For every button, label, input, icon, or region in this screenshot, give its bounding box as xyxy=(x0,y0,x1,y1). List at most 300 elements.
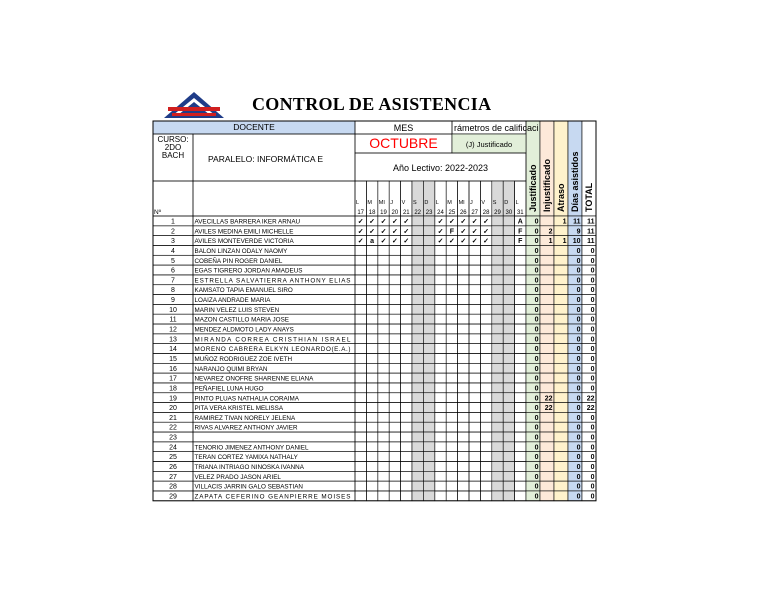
summary-cell xyxy=(554,481,568,491)
attendance-cell xyxy=(389,422,400,432)
attendance-cell xyxy=(503,295,514,305)
attendance-cell xyxy=(412,432,423,442)
attendance-cell xyxy=(412,275,423,285)
attendance-cell xyxy=(446,304,457,314)
attendance-cell xyxy=(435,275,446,285)
attendance-cell xyxy=(435,491,446,501)
attendance-cell xyxy=(366,393,377,403)
attendance-cell xyxy=(503,393,514,403)
summary-value: 0 xyxy=(534,493,539,501)
attendance-cell xyxy=(378,265,389,275)
attendance-cell xyxy=(458,334,469,344)
attendance-cell xyxy=(401,344,412,354)
attendance-cell xyxy=(355,403,366,413)
summary-cell xyxy=(540,353,554,363)
summary-value: 2 xyxy=(548,228,553,236)
attendance-cell xyxy=(503,471,514,481)
attendance-cell xyxy=(503,353,514,363)
row-number: 15 xyxy=(169,355,177,363)
attendance-cell xyxy=(412,226,423,236)
attendance-cell xyxy=(378,471,389,481)
attendance-mark: ✓ xyxy=(369,218,376,226)
attendance-cell xyxy=(446,245,457,255)
summary-value: 0 xyxy=(590,297,595,305)
attendance-mark: F xyxy=(518,228,523,236)
attendance-cell xyxy=(458,265,469,275)
summary-cell xyxy=(540,452,554,462)
attendance-cell xyxy=(480,295,491,305)
day-number-label: 18 xyxy=(368,210,376,216)
attendance-cell xyxy=(355,324,366,334)
row-number: 13 xyxy=(169,336,177,344)
attendance-cell xyxy=(412,334,423,344)
attendance-cell xyxy=(435,481,446,491)
attendance-cell xyxy=(366,422,377,432)
day-number-label: 21 xyxy=(402,210,410,216)
summary-value: 0 xyxy=(576,405,581,413)
attendance-cell xyxy=(412,353,423,363)
summary-value: 22 xyxy=(544,395,553,403)
attendance-cell xyxy=(469,314,480,324)
attendance-cell xyxy=(366,452,377,462)
attendance-cell xyxy=(435,295,446,305)
summary-header-2: Atraso xyxy=(556,183,566,212)
attendance-cell xyxy=(503,442,514,452)
attendance-cell xyxy=(435,363,446,373)
summary-cell xyxy=(554,226,568,236)
attendance-cell xyxy=(378,324,389,334)
student-name: EGAS TIGRERO JORDAN AMADEUS xyxy=(194,267,303,275)
curso-label: 2DO xyxy=(164,143,182,152)
attendance-cell xyxy=(401,334,412,344)
summary-value: 0 xyxy=(590,257,595,265)
attendance-cell xyxy=(423,383,434,393)
summary-cell xyxy=(540,216,554,226)
name-header-cell xyxy=(193,181,355,216)
attendance-cell xyxy=(469,393,480,403)
attendance-cell xyxy=(515,334,526,344)
attendance-cell xyxy=(480,285,491,295)
attendance-cell xyxy=(423,226,434,236)
attendance-cell xyxy=(435,412,446,422)
attendance-cell xyxy=(480,344,491,354)
attendance-cell xyxy=(366,432,377,442)
attendance-cell xyxy=(446,314,457,324)
attendance-cell xyxy=(469,245,480,255)
attendance-cell xyxy=(469,403,480,413)
attendance-cell xyxy=(458,383,469,393)
attendance-mark: ✓ xyxy=(391,238,398,246)
attendance-cell xyxy=(423,422,434,432)
row-number: 21 xyxy=(169,414,177,422)
attendance-cell xyxy=(435,442,446,452)
attendance-cell xyxy=(389,324,400,334)
attendance-cell xyxy=(412,412,423,422)
attendance-mark: ✓ xyxy=(471,218,478,226)
attendance-cell xyxy=(401,255,412,265)
student-name: RAMIREZ TIVAN NORELY JELENA xyxy=(194,414,296,422)
attendance-cell xyxy=(480,432,491,442)
attendance-cell xyxy=(469,481,480,491)
attendance-cell xyxy=(480,353,491,363)
attendance-cell xyxy=(355,245,366,255)
summary-header-1: Injustificado xyxy=(542,158,552,212)
attendance-cell xyxy=(389,314,400,324)
summary-cell xyxy=(540,363,554,373)
row-number: 1 xyxy=(171,218,175,226)
attendance-mark: ✓ xyxy=(471,238,478,246)
row-number: 16 xyxy=(169,365,177,373)
summary-value: 0 xyxy=(534,247,539,255)
weekday-label: L xyxy=(515,200,519,206)
attendance-cell xyxy=(492,481,503,491)
attendance-cell xyxy=(446,255,457,265)
summary-cell xyxy=(540,334,554,344)
attendance-mark: ✓ xyxy=(483,228,490,236)
summary-value: 0 xyxy=(534,483,539,491)
attendance-cell xyxy=(401,373,412,383)
student-name: PINTO PLUAS NATHALIA CORAIMA xyxy=(194,395,299,403)
attendance-cell xyxy=(401,422,412,432)
row-number: 5 xyxy=(171,257,175,265)
summary-cell xyxy=(540,462,554,472)
attendance-cell xyxy=(469,383,480,393)
attendance-cell xyxy=(515,255,526,265)
attendance-cell xyxy=(366,344,377,354)
attendance-cell xyxy=(435,403,446,413)
summary-value: 0 xyxy=(534,257,539,265)
attendance-cell xyxy=(469,344,480,354)
attendance-cell xyxy=(355,363,366,373)
attendance-mark: ✓ xyxy=(460,218,467,226)
attendance-cell xyxy=(480,481,491,491)
attendance-cell xyxy=(378,255,389,265)
attendance-cell xyxy=(515,393,526,403)
summary-value: 0 xyxy=(576,493,581,501)
attendance-cell xyxy=(469,324,480,334)
attendance-cell xyxy=(503,236,514,246)
summary-value: 0 xyxy=(534,316,539,324)
summary-value: 0 xyxy=(576,444,581,452)
summary-value: 22 xyxy=(586,395,595,403)
attendance-cell xyxy=(435,452,446,462)
attendance-cell xyxy=(366,471,377,481)
summary-value: 0 xyxy=(576,267,581,275)
attendance-cell xyxy=(515,314,526,324)
day-number-label: 23 xyxy=(425,210,433,216)
summary-value: 0 xyxy=(534,326,539,334)
attendance-cell xyxy=(492,462,503,472)
attendance-cell xyxy=(401,393,412,403)
summary-cell xyxy=(554,412,568,422)
attendance-cell xyxy=(401,462,412,472)
attendance-mark: A xyxy=(517,218,523,226)
attendance-cell xyxy=(469,491,480,501)
attendance-cell xyxy=(480,334,491,344)
day-number-label: 25 xyxy=(448,210,456,216)
attendance-cell xyxy=(458,393,469,403)
attendance-cell xyxy=(480,275,491,285)
row-number: 4 xyxy=(171,247,175,255)
attendance-cell xyxy=(492,373,503,383)
attendance-cell xyxy=(446,344,457,354)
attendance-cell xyxy=(366,373,377,383)
attendance-cell xyxy=(401,432,412,442)
attendance-mark: ✓ xyxy=(460,228,467,236)
attendance-cell xyxy=(378,245,389,255)
attendance-cell xyxy=(401,471,412,481)
attendance-cell xyxy=(469,304,480,314)
summary-cell xyxy=(540,442,554,452)
attendance-cell xyxy=(458,481,469,491)
attendance-cell xyxy=(435,304,446,314)
attendance-cell xyxy=(378,491,389,501)
mes-label: MES xyxy=(393,123,414,133)
summary-value: 0 xyxy=(590,414,595,422)
student-name: AVILES MONTEVERDE VICTORIA xyxy=(194,238,294,246)
attendance-cell xyxy=(492,334,503,344)
nro-label: Nº xyxy=(154,209,162,216)
summary-cell xyxy=(554,265,568,275)
row-number: 22 xyxy=(169,424,177,432)
summary-cell xyxy=(554,491,568,501)
attendance-mark: ✓ xyxy=(403,228,410,236)
attendance-cell xyxy=(515,442,526,452)
summary-value: 0 xyxy=(534,346,539,354)
weekday-label: MI xyxy=(458,200,465,206)
attendance-cell xyxy=(423,314,434,324)
attendance-cell xyxy=(492,412,503,422)
attendance-cell xyxy=(492,275,503,285)
attendance-cell xyxy=(423,304,434,314)
attendance-cell xyxy=(515,344,526,354)
summary-value: 0 xyxy=(534,385,539,393)
attendance-mark: ✓ xyxy=(380,218,387,226)
summary-value: 0 xyxy=(590,306,595,314)
summary-cell xyxy=(554,452,568,462)
attendance-cell xyxy=(412,304,423,314)
summary-value: 0 xyxy=(576,464,581,471)
attendance-cell xyxy=(492,353,503,363)
attendance-cell xyxy=(401,314,412,324)
attendance-cell xyxy=(423,236,434,246)
row-number: 6 xyxy=(171,267,175,275)
attendance-cell xyxy=(503,403,514,413)
attendance-cell xyxy=(492,324,503,334)
attendance-cell xyxy=(423,245,434,255)
summary-cell xyxy=(540,314,554,324)
attendance-cell xyxy=(503,255,514,265)
attendance-mark: ✓ xyxy=(357,228,364,236)
attendance-cell xyxy=(366,265,377,275)
summary-value: 0 xyxy=(576,277,581,285)
attendance-cell xyxy=(389,491,400,501)
summary-value: 0 xyxy=(576,287,581,295)
attendance-cell xyxy=(446,265,457,275)
attendance-cell xyxy=(492,314,503,324)
weekday-label: D xyxy=(504,200,509,206)
attendance-cell xyxy=(480,363,491,373)
summary-value: 0 xyxy=(534,228,539,236)
weekday-label: S xyxy=(492,200,497,206)
row-number: 11 xyxy=(169,316,177,324)
day-number-label: 22 xyxy=(414,210,422,216)
attendance-cell xyxy=(355,383,366,393)
attendance-cell xyxy=(355,265,366,275)
summary-value: 0 xyxy=(590,385,595,393)
attendance-cell xyxy=(366,324,377,334)
summary-cell xyxy=(540,324,554,334)
attendance-cell xyxy=(435,353,446,363)
summary-value: 0 xyxy=(534,297,539,305)
attendance-cell xyxy=(389,255,400,265)
attendance-cell xyxy=(423,412,434,422)
attendance-cell xyxy=(469,412,480,422)
attendance-cell xyxy=(503,216,514,226)
attendance-cell xyxy=(515,383,526,393)
summary-value: 10 xyxy=(572,238,581,246)
attendance-cell xyxy=(458,255,469,265)
summary-cell xyxy=(540,432,554,442)
summary-value: 0 xyxy=(576,257,581,265)
day-number-label: 27 xyxy=(471,210,479,216)
summary-value: 0 xyxy=(534,473,539,481)
attendance-cell xyxy=(401,285,412,295)
attendance-cell xyxy=(458,275,469,285)
attendance-cell xyxy=(355,481,366,491)
attendance-mark: ✓ xyxy=(369,228,376,236)
attendance-cell xyxy=(412,422,423,432)
attendance-cell xyxy=(515,275,526,285)
attendance-cell xyxy=(389,471,400,481)
attendance-cell xyxy=(435,265,446,275)
attendance-cell xyxy=(480,383,491,393)
attendance-cell xyxy=(412,442,423,452)
summary-header-0: Justificado xyxy=(528,164,538,212)
day-number-label: 17 xyxy=(357,210,365,216)
attendance-cell xyxy=(366,295,377,305)
summary-value: 0 xyxy=(590,287,595,295)
attendance-cell xyxy=(401,481,412,491)
attendance-cell xyxy=(389,344,400,354)
summary-value: 0 xyxy=(590,336,595,344)
attendance-cell xyxy=(412,471,423,481)
attendance-cell xyxy=(355,491,366,501)
summary-cell xyxy=(540,422,554,432)
summary-cell xyxy=(540,373,554,383)
attendance-cell xyxy=(492,491,503,501)
attendance-cell xyxy=(389,481,400,491)
attendance-cell xyxy=(423,353,434,363)
summary-value: 0 xyxy=(534,454,539,462)
summary-value: 0 xyxy=(576,355,581,363)
attendance-cell xyxy=(446,481,457,491)
attendance-mark: ✓ xyxy=(403,218,410,226)
summary-value: 0 xyxy=(534,375,539,383)
attendance-cell xyxy=(389,432,400,442)
attendance-cell xyxy=(492,295,503,305)
attendance-cell xyxy=(492,403,503,413)
attendance-cell xyxy=(446,383,457,393)
attendance-cell xyxy=(492,255,503,265)
attendance-cell xyxy=(492,442,503,452)
attendance-cell xyxy=(503,314,514,324)
summary-value: 0 xyxy=(534,336,539,344)
attendance-cell xyxy=(446,334,457,344)
attendance-cell xyxy=(355,275,366,285)
attendance-cell xyxy=(480,393,491,403)
attendance-cell xyxy=(412,295,423,305)
attendance-cell xyxy=(378,275,389,285)
attendance-cell xyxy=(355,412,366,422)
day-number-label: 28 xyxy=(482,210,490,216)
attendance-cell xyxy=(401,353,412,363)
attendance-cell xyxy=(515,403,526,413)
attendance-cell xyxy=(401,304,412,314)
summary-value: 11 xyxy=(587,218,595,226)
attendance-cell xyxy=(366,275,377,285)
attendance-cell xyxy=(412,491,423,501)
summary-cell xyxy=(540,295,554,305)
attendance-cell xyxy=(480,314,491,324)
attendance-cell xyxy=(401,324,412,334)
attendance-cell xyxy=(503,481,514,491)
summary-value: 0 xyxy=(590,434,595,442)
student-name: AVILES MEDINA EMILI MICHELLE xyxy=(194,228,294,236)
attendance-mark: ✓ xyxy=(483,218,490,226)
attendance-cell xyxy=(355,471,366,481)
attendance-mark: ✓ xyxy=(437,218,444,226)
attendance-mark: ✓ xyxy=(448,218,455,226)
attendance-cell xyxy=(412,314,423,324)
attendance-cell xyxy=(401,491,412,501)
summary-cell xyxy=(554,353,568,363)
curso-label: CURSO: xyxy=(157,135,189,144)
attendance-cell xyxy=(389,363,400,373)
attendance-cell xyxy=(515,491,526,501)
attendance-cell xyxy=(355,353,366,363)
row-number: 29 xyxy=(169,493,177,501)
attendance-cell xyxy=(469,432,480,442)
student-name: TRIANA INTRIAGO NINOSKA IVANNA xyxy=(194,464,304,471)
attendance-cell xyxy=(480,452,491,462)
attendance-cell xyxy=(503,383,514,393)
attendance-cell xyxy=(458,245,469,255)
summary-value: 0 xyxy=(576,483,581,491)
summary-value: 1 xyxy=(562,218,567,226)
student-name: RIVAS ALVAREZ ANTHONY JAVIER xyxy=(194,424,298,432)
row-number: 8 xyxy=(171,287,175,295)
attendance-cell xyxy=(401,275,412,285)
summary-cell xyxy=(540,491,554,501)
attendance-cell xyxy=(492,245,503,255)
summary-cell xyxy=(554,334,568,344)
summary-value: 0 xyxy=(590,346,595,354)
attendance-cell xyxy=(355,462,366,472)
summary-value: 0 xyxy=(576,316,581,324)
row-number: 7 xyxy=(171,277,175,285)
anio-label: Año Lectivo: 2022-2023 xyxy=(392,163,489,173)
summary-value: 0 xyxy=(576,297,581,305)
day-number-label: 31 xyxy=(516,210,524,216)
attendance-cell xyxy=(366,412,377,422)
page-title: CONTROL DE ASISTENCIA xyxy=(252,94,492,114)
parametros-label: rámetros de calificaci xyxy=(454,123,539,133)
attendance-cell xyxy=(423,324,434,334)
attendance-cell xyxy=(515,353,526,363)
row-number: 12 xyxy=(169,326,177,334)
attendance-cell xyxy=(355,285,366,295)
